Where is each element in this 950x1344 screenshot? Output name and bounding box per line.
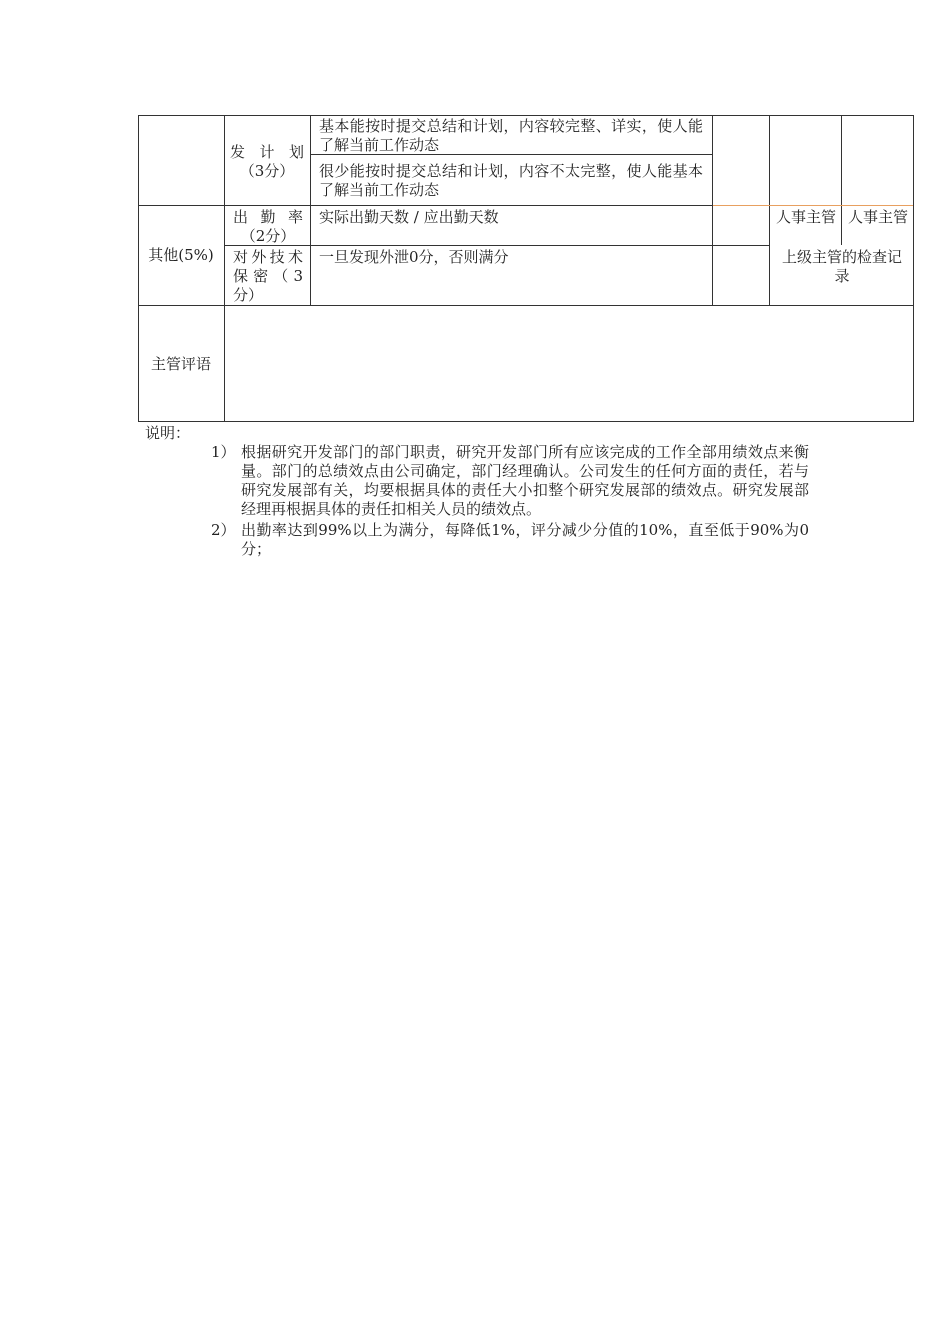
table-border-right: [913, 115, 914, 422]
table-border-left: [138, 115, 139, 422]
secrecy-label: [233, 248, 303, 305]
secrecy-label-line1: 对外技术: [233, 248, 303, 266]
secrecy-source: 上级主管的检查记录: [781, 248, 902, 285]
other-category-label: 其他(5%): [148, 246, 214, 264]
note-text-2: 出勤率达到99%以上为满分，每降低1%，评分减少分值的10%，直至低于90%为0分；: [241, 521, 809, 558]
attendance-source-2: 人事主管: [848, 208, 909, 226]
attendance-label-line2: （2分）: [240, 227, 296, 245]
col-divider-2: [310, 115, 311, 305]
col-divider-5: [841, 115, 842, 245]
plan-label-line2: （3分）: [239, 162, 295, 180]
comment-label: 主管评语: [150, 355, 211, 373]
plan-row1-text: 基本能按时提交总结和计划，内容较完整、详实，使人能了解当前工作动态: [319, 117, 703, 154]
row-divider-attendance: [224, 205, 770, 206]
note-number-1: 1）: [211, 443, 236, 461]
row-divider-orange: [713, 205, 913, 206]
table-border-bottom: [138, 421, 914, 422]
table-border-top: [138, 115, 914, 116]
secrecy-text: 一旦发现外泄0分，否则满分: [319, 248, 509, 266]
row-divider-secrecy: [224, 245, 770, 246]
secrecy-label-line3: 分）: [233, 286, 264, 304]
attendance-label-line1: 出 勤 率: [233, 208, 303, 226]
evaluation-table: [138, 115, 914, 422]
plan-label-line1: 发 计 划: [230, 143, 304, 161]
attendance-label: [233, 208, 303, 246]
col-divider-3: [712, 115, 713, 305]
attendance-text: 实际出勤天数 / 应出勤天数: [319, 208, 499, 226]
plan-label: [230, 143, 304, 181]
note-text-1: 根据研究开发部门的部门职责，研究开发部门所有应该完成的工作全部用绩效点来衡量。部门的总绩效点由公司确定，部门经理确认。公司发生的任何方面的责任，若与研究发展部有关，均要根据具体的责任大小扣整个研究发展部的绩效点。研究发展部经理再根据具体的责任扣相关人员的绩效点。: [241, 443, 809, 518]
notes-title: 说明：: [145, 424, 191, 442]
secrecy-label-line2: 保密（3: [233, 267, 303, 285]
col-divider-4: [769, 115, 770, 305]
note-number-2: 2）: [211, 521, 236, 539]
attendance-source-1: 人事主管: [776, 208, 837, 226]
row-divider-category: [138, 205, 224, 206]
comment-area: [225, 306, 913, 421]
plan-row2-text: 很少能按时提交总结和计划，内容不太完整，使人能基本了解当前工作动态: [319, 162, 703, 199]
